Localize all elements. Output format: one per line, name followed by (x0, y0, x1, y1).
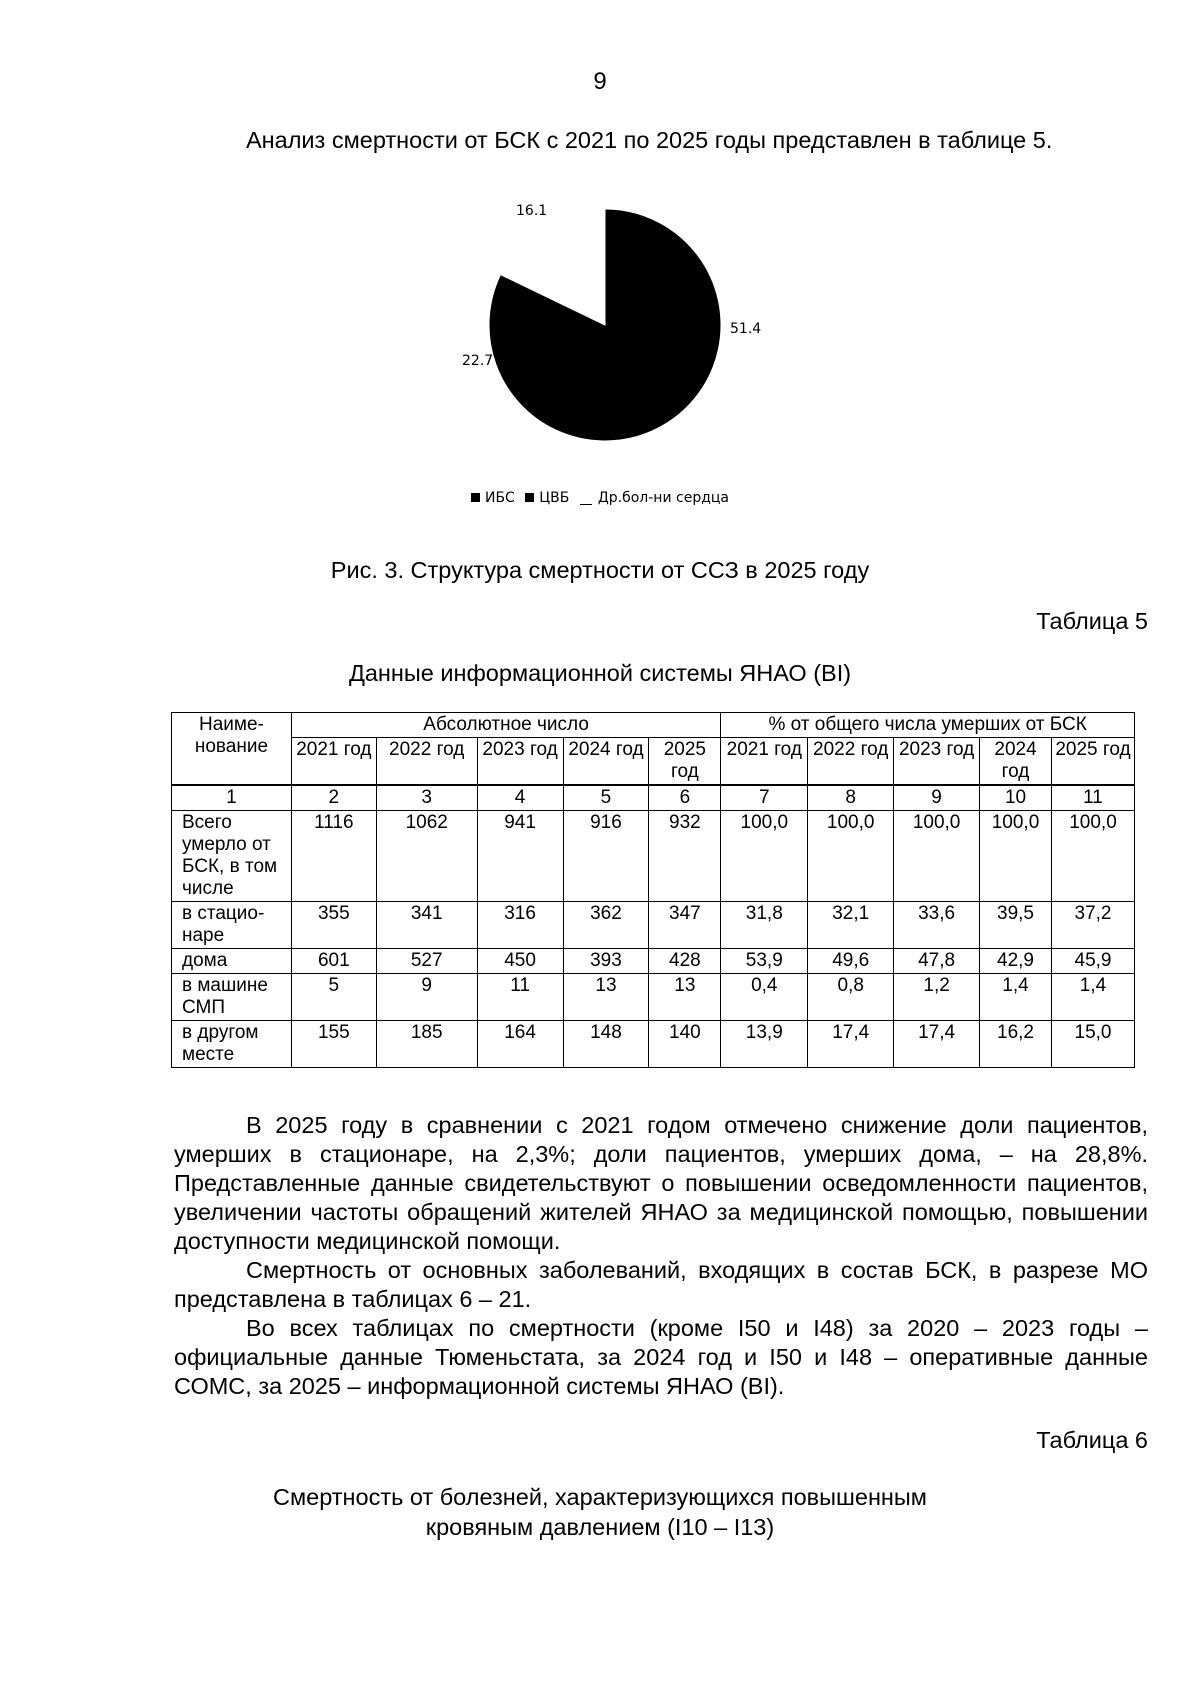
header-year: 2022 год (376, 738, 477, 786)
table-cell: 33,6 (894, 902, 980, 949)
column-number: 11 (1051, 785, 1134, 811)
table-cell: 100,0 (808, 811, 894, 902)
header-year: 2023 год (894, 738, 980, 786)
column-number: 3 (376, 785, 477, 811)
header-year: 2021 год (291, 738, 376, 786)
table-cell: 1,4 (980, 974, 1052, 1021)
table-row (172, 974, 1135, 1021)
table-cell: 916 (563, 811, 649, 902)
legend-label-other: Др.бол-ни сердца (597, 490, 729, 506)
pie-data-label: 22.7 (462, 353, 494, 369)
table6-title: Смертность от болезней, характеризующихся повышенным кровяным давлением (I10 – I13) (273, 1484, 927, 1540)
table-cell: 393 (563, 949, 649, 974)
table-cell: 42,9 (980, 949, 1052, 974)
table6-label: Таблица 6 (1036, 1427, 1148, 1453)
table-cell: 100,0 (894, 811, 980, 902)
column-number: 4 (477, 785, 563, 811)
table-cell: 932 (649, 811, 721, 902)
column-number: 6 (649, 785, 721, 811)
table-cell: 341 (376, 902, 477, 949)
table-cell: 45,9 (1051, 949, 1134, 974)
table-cell: 1,2 (894, 974, 980, 1021)
paragraph-1 (174, 1111, 1148, 1256)
header-year: 2023 год (477, 738, 563, 786)
table5-header-row-2 (172, 738, 1135, 786)
paragraph-3-text: Во всех таблицах по смертности (кроме I50 и I48) за 2020 – 2023 годы – официальные данные Тюменьстата, за 2024 год и I50 и I48 – оперативные данные СОМС, за 2025 – информационной системы ЯНАО (BI). (174, 1315, 1148, 1399)
table5-header-row-1 (172, 713, 1135, 738)
table-cell: 31,8 (721, 902, 808, 949)
table-cell: 347 (649, 902, 721, 949)
intro-text: Анализ смертности от БСК с 2021 по 2025 годы представлен в таблице 5. (246, 127, 1053, 153)
table-cell: 11 (477, 974, 563, 1021)
table-cell: 100,0 (1051, 811, 1134, 902)
table5-title: Данные информационной системы ЯНАО (BI) (348, 660, 852, 686)
header-year: 2024 год (980, 738, 1052, 786)
paragraph-3 (174, 1314, 1148, 1401)
header-year: 2022 год (808, 738, 894, 786)
legend-item-ibs (471, 490, 515, 506)
legend-item-cvb (525, 490, 569, 506)
pie-data-label: 51.4 (730, 321, 762, 337)
header-year: 2025 год (1051, 738, 1134, 786)
figure-caption: Рис. 3. Структура смертности от ССЗ в 2025 году (330, 557, 870, 583)
page-number: 9 (593, 68, 607, 95)
table-row (172, 902, 1135, 949)
table-cell: 1,4 (1051, 974, 1134, 1021)
table-cell: 428 (649, 949, 721, 974)
column-number: 7 (721, 785, 808, 811)
table-row (172, 949, 1135, 974)
table-cell: 1116 (291, 811, 376, 902)
table-cell: 316 (477, 902, 563, 949)
table-cell: 15,0 (1051, 1021, 1134, 1068)
column-number: 10 (980, 785, 1052, 811)
row-name-cell: в другом месте (172, 1021, 292, 1068)
table-cell: 49,6 (808, 949, 894, 974)
table-cell: 39,5 (980, 902, 1052, 949)
pie-chart-svg (462, 203, 870, 485)
table-cell: 17,4 (894, 1021, 980, 1068)
header-abs-group: Абсолютное число (291, 713, 720, 738)
table5-column-numbers (172, 785, 1135, 811)
table-cell: 32,1 (808, 902, 894, 949)
table-cell: 100,0 (980, 811, 1052, 902)
table-cell: 0,4 (721, 974, 808, 1021)
table-cell: 9 (376, 974, 477, 1021)
pie-chart (462, 203, 870, 525)
column-number: 5 (563, 785, 649, 811)
row-name-cell: Всего умерло от БСК, в том числе (172, 811, 292, 902)
column-number: 2 (291, 785, 376, 811)
table-cell: 355 (291, 902, 376, 949)
legend-item-other (580, 490, 729, 506)
row-name-cell: дома (172, 949, 292, 974)
table-cell: 148 (563, 1021, 649, 1068)
table-cell: 17,4 (808, 1021, 894, 1068)
table-cell: 601 (291, 949, 376, 974)
table-cell: 100,0 (721, 811, 808, 902)
table-cell: 527 (376, 949, 477, 974)
header-year: 2025 год (649, 738, 721, 786)
table-cell: 941 (477, 811, 563, 902)
table-cell: 53,9 (721, 949, 808, 974)
table-cell: 16,2 (980, 1021, 1052, 1068)
legend-swatch-ibs (471, 493, 480, 502)
table-cell: 47,8 (894, 949, 980, 974)
paragraph-1-text: В 2025 году в сравнении с 2021 годом отмечено снижение доли пациентов, умерших в стационаре, на 2,3%; доли пациентов, умерших дома, – на 28,8%. Представленные данные свидетельствуют о повышении осведомленности пациентов, увеличении частоты обращений жителей ЯНАО за медицинской помощью, повышении доступности медицинской помощи. (174, 1112, 1148, 1254)
row-name-cell: в машине СМП (172, 974, 292, 1021)
table-cell: 13,9 (721, 1021, 808, 1068)
table-cell: 13 (649, 974, 721, 1021)
legend-label-ibs: ИБС (484, 490, 515, 506)
column-number: 9 (894, 785, 980, 811)
table-cell: 5 (291, 974, 376, 1021)
header-pct-group: % от общего числа умерших от БСК (721, 713, 1135, 738)
table-cell: 450 (477, 949, 563, 974)
table-cell: 0,8 (808, 974, 894, 1021)
paragraph-2 (174, 1256, 1148, 1314)
column-number: 8 (808, 785, 894, 811)
table-cell: 164 (477, 1021, 563, 1068)
table-cell: 140 (649, 1021, 721, 1068)
legend-label-cvb: ЦВБ (539, 490, 570, 506)
header-year: 2024 год (563, 738, 649, 786)
column-number: 1 (172, 785, 292, 811)
header-year: 2021 год (721, 738, 808, 786)
intro-paragraph (174, 126, 1148, 155)
table5-body (172, 811, 1135, 1068)
table5 (171, 712, 1135, 1068)
row-name-cell: в стацио-наре (172, 902, 292, 949)
table-cell: 1062 (376, 811, 477, 902)
legend-swatch-other (580, 504, 592, 505)
table5-label: Таблица 5 (1036, 608, 1148, 634)
table-row (172, 1021, 1135, 1068)
table-cell: 155 (291, 1021, 376, 1068)
table-cell: 185 (376, 1021, 477, 1068)
legend-swatch-cvb (525, 493, 534, 502)
table-row (172, 811, 1135, 902)
table-cell: 13 (563, 974, 649, 1021)
paragraph-2-text: Смертность от основных заболеваний, входящих в состав БСК, в разрезе МО представлена в таблицах 6 – 21. (174, 1257, 1148, 1312)
chart-legend (0, 490, 1200, 506)
header-name-col: Наиме-нование (172, 713, 292, 786)
pie-data-label: 16.1 (516, 203, 548, 219)
table-cell: 362 (563, 902, 649, 949)
table-cell: 37,2 (1051, 902, 1134, 949)
